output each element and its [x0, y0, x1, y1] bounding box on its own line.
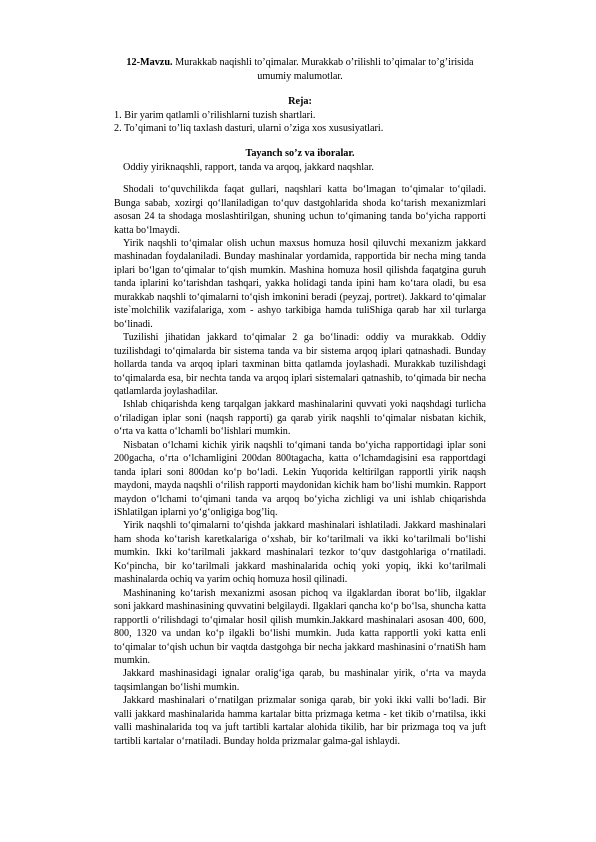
body-paragraph: Yirik naqshli to‘qimalarni to‘qishda jakkard mashinalari ishlatiladi. Jakkard mashinalari ham shoda ko‘tarish karetkalariga o‘xshab, bir ko‘tarilmali va ikki ko‘tarilmali bo‘lishi mumkin. Ikki ko‘tarilmali jakkard mashinalari tezkor to‘quv dastgohlariga o‘rnatiladi. Ko‘pincha, bir ko‘tarilmali jakkard mashinalarida ochiq yoki yopiq, ikki ko‘tarilmali mashinalarda ochiq va yarim ochiq homuza hosil qilinadi. [114, 520, 486, 586]
body-paragraph: Tuzilishi jihatidan jakkard to‘qimalar 2 ga bo‘linadi: oddiy va murakkab. Oddiy tuzilishdagi to‘qimalarda bir sistema tanda va bir sistema arqoq iplari qatnashadi. Bunday hollarda tanda va arqoq iplari taxminan bitta qatlamda joylashadi. Murakkab tuzilishdagi to‘qimalarda esa, bir nechta tanda va arqoq iplari sistemalari qatnashib, to‘qimada bir necha qatlamlarda joylashadilar. [114, 332, 486, 397]
body-paragraph: Jakkard mashinalari o‘rnatilgan prizmalar soniga qarab, bir yoki ikki valli bo‘ladi. Bir valli jakkard mashinalarida hamma kartalar bitta prizmaga ketma - ket tikib o‘rnatilsa, ikki valli mashinalarida toq va juft tartibli kartalar alohida tikilib, har bir prizmaga toq va juft tartibli kartalar o‘rnatiladi. Bunday holda prizmalar galma-gal ishlaydi. [114, 695, 486, 747]
document-page [114, 56, 486, 748]
keywords-title: Tayanch so’z va iboralar. [245, 147, 355, 159]
keywords-text: Oddiy yiriknaqshli, rapport, tanda va arqoq, jakkard naqshlar. [123, 161, 374, 173]
plan-item: 1. Bir yarim qatlamli o’rilishlarni tuzish shartlari. [114, 109, 316, 121]
topic-heading [114, 56, 486, 83]
body-paragraph: Jakkard mashinasidagi ignalar oralig‘iga qarab, bu mashinalar yirik, o‘rta va mayda taqsimlangan bo‘lishi mumkin. [114, 668, 486, 693]
plan-item: 2. To’qimani to’liq taxlash dasturi, ularni o’ziga xos xususiyatlari. [114, 123, 384, 135]
body-paragraph: Nisbatan o‘lchami kichik yirik naqshli to‘qimani tanda bo‘yicha rapportidagi iplar soni 200gacha, o‘rta o‘lchamligini 200dan 800tagacha, katta o‘lchamdagisini esa rapportdagi tanda iplari soni 800dan ko‘p bo‘ladi. Lekin Yuqorida keltirilgan rapportli yirik naqsh maydoni, mayda naqshli o‘rilish rapporti maydonidan kichik ham bo‘lishi mumkin. Rapport maydon o‘lchami to‘qimani tanda va arqoq bo‘yicha zichligi va uni ishlab chiqarishda iShlatilgan iplarni yo‘g‘onligiga bog’liq. [114, 439, 486, 519]
body-paragraph: Shodali to‘quvchilikda faqat gullari, naqshlari katta bo‘lmagan to‘qimalar to‘qiladi. Bunga sabab, xozirgi qo‘llaniladigan to‘quv dastgohlarida shoda ko‘tarish mexanizmlari asosan 24 ta shodaga moslashtirilgan, shuning uchun to‘qimaning tanda bo‘yicha rapporti katta bo‘lmaydi. [114, 184, 486, 236]
body-paragraph: Mashinaning ko‘tarish mexanizmi asosan pichoq va ilgaklardan iborat bo‘lib, ilgaklar soni jakkard mashinasining quvvatini belgilaydi. Ilgaklari qancha ko‘p bo‘lsa, shuncha katta rapportli o‘rilishdagi to‘qimalar hosil qilish mumkin.Jakkard mashinalari asosan 400, 600, 800, 1320 va undan ko‘p ilgakli bo‘lishi mumkin. Juda katta rapportli yoki katta enli to‘qimalar to‘qish uchun bir vaqtda dastgohga bir necha jakkard mashinasini o‘rnatiSh ham mumkin. [114, 587, 486, 667]
document-body [114, 183, 486, 748]
topic-label: 12-Mavzu. [126, 57, 173, 68]
topic-title: Murakkab naqishli to’qimalar. Murakkab o’rilishli to’qimalar to’g’irisida umumiy malumotlar. [175, 57, 474, 82]
body-paragraph: Yirik naqshli to‘qimalar olish uchun maxsus homuza hosil qiluvchi mexanizm jakkard mashinadan foydalaniladi. Bunday mashinalar yordamida, rapportida bir necha ming tanda iplari bo‘lgan to‘qimalar to‘qish mumkin. Mashina homuza hosil qilishda faqatgina guruh tanda iplarini ko‘tarishdan tashqari, yakka holidagi tanda ipini ham ko‘tara oladi, bu esa murakkab naqshli to‘qimalarni to‘qish imkonini beradi (peyzaj, portret). Jakkard to‘qimalar iste`molchilik vazifalariga, xom - ashyo tarkibiga hamda tuliShiga qarab har xil turlarga bo‘linadi. [114, 237, 486, 330]
plan-title: Reja: [288, 96, 312, 108]
plan-list [114, 109, 486, 136]
body-paragraph: Ishlab chiqarishda keng tarqalgan jakkard mashinalarini quvvati yoki naqshdagi turlicha o‘riladigan iplar soni (naqsh rapporti) ga qarab yirik naqshli to‘qimalar nisbatan kichik, o‘rta va katta o‘lchamli bo‘lishlari mumkin. [114, 399, 486, 438]
